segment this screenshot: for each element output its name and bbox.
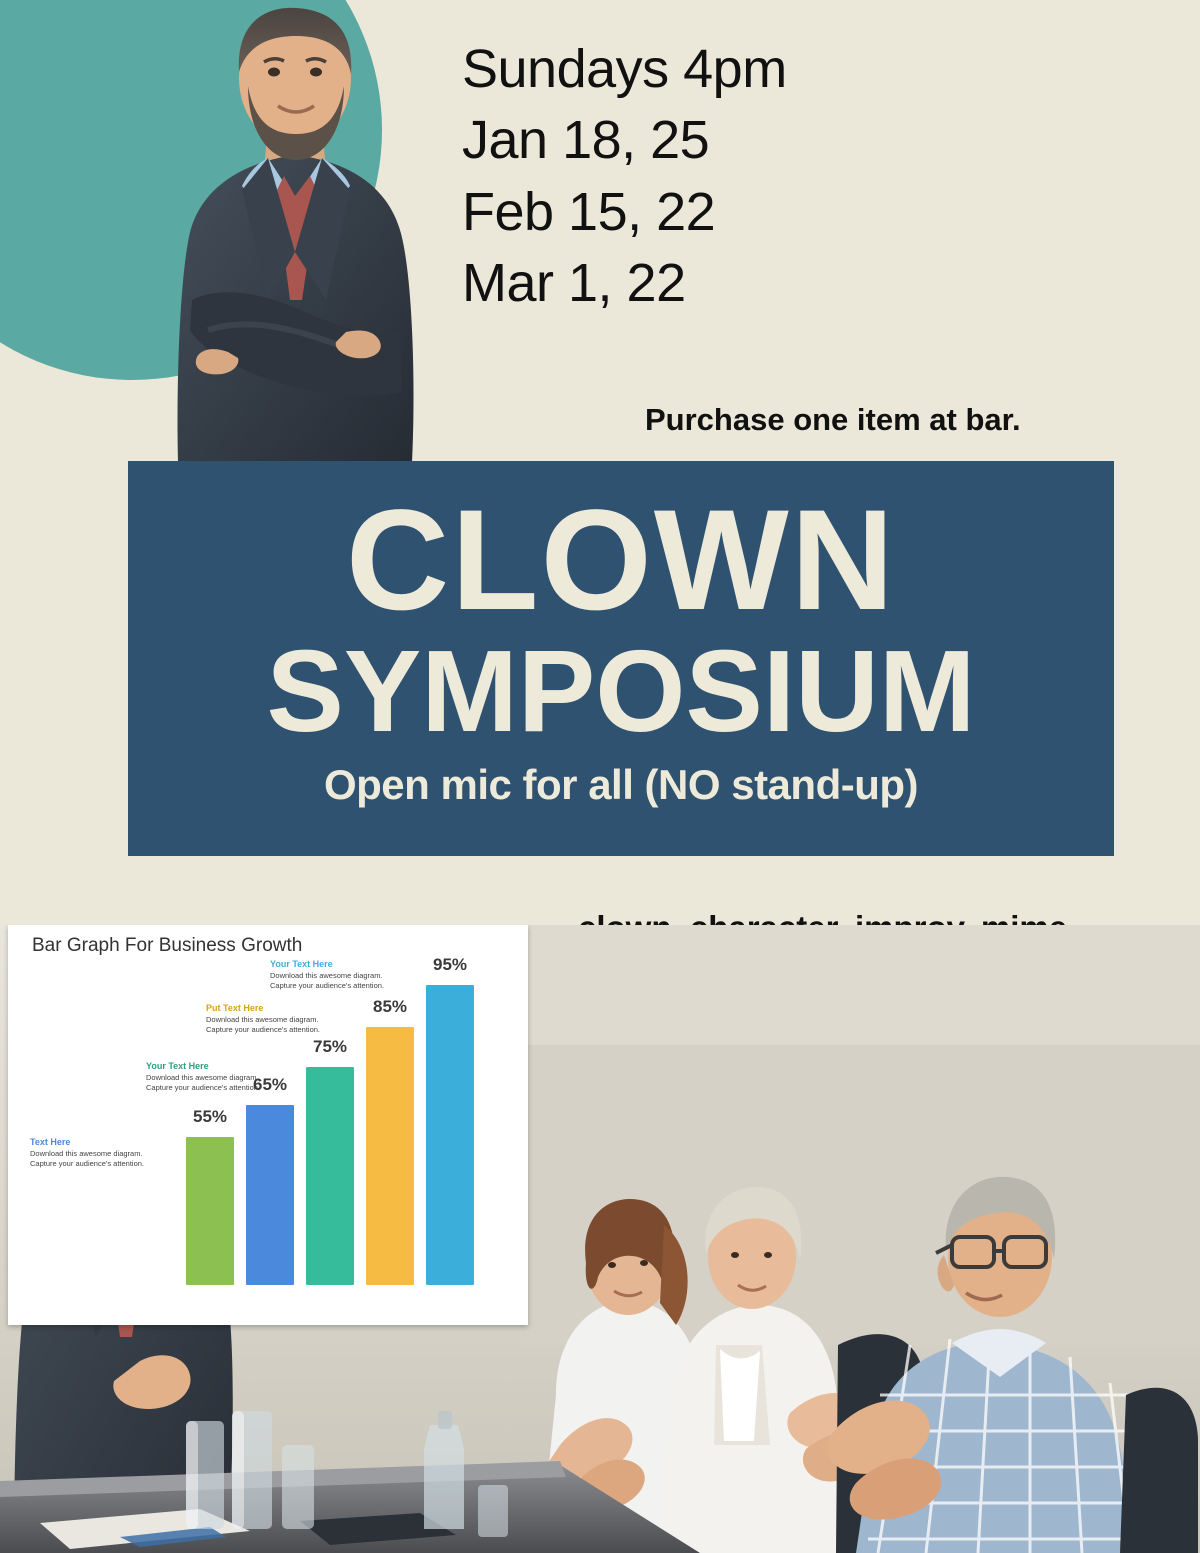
chart-legend-label-1: Put Text Here (206, 1003, 264, 1013)
chart-bar-value-0: 55% (192, 1107, 228, 1126)
chart-bar-3 (366, 997, 414, 1285)
purchase-note: Purchase one item at bar. (645, 402, 1021, 437)
chart-bars (178, 955, 508, 1285)
chart-bar-0 (186, 1107, 234, 1285)
chart-bar-value-2: 75% (312, 1037, 348, 1056)
chart-legend-body-1: Download this awesome diagram. Capture your audience's attention. (206, 1015, 321, 1034)
title-subtitle: Open mic for all (NO stand-up) (323, 761, 919, 808)
chart-legend-body-2: Download this awesome diagram. Capture your audience's attention. (146, 1073, 261, 1092)
chart-legend-body-0: Download this awesome diagram. Capture your audience's attention. (270, 971, 385, 990)
chart-legend-label-3: Text Here (30, 1137, 71, 1147)
chart-slide (8, 925, 528, 1325)
title-line-one: CLOWN (345, 481, 897, 640)
chart-bar-2 (306, 1037, 354, 1285)
chart-bar-value-4: 95% (432, 955, 468, 974)
chart-bar-value-1: 65% (252, 1075, 288, 1094)
schedule-dates (462, 34, 1022, 319)
bottom-scene-photo (0, 925, 1200, 1553)
chart-title: Bar Graph For Business Growth (32, 935, 303, 956)
schedule-date-3: Mar 1, 22 (462, 252, 686, 313)
schedule-date-2: Feb 15, 22 (462, 181, 716, 242)
chart-bar-1 (246, 1075, 294, 1285)
chart-bar-value-3: 85% (372, 997, 408, 1016)
chart-legend-label-2: Your Text Here (146, 1061, 209, 1071)
schedule-date-1: Jan 18, 25 (462, 110, 710, 171)
chart-legend-body-3: Download this awesome diagram. Capture your audience's attention. (30, 1149, 145, 1168)
chart-legend-item-3 (30, 1137, 150, 1168)
schedule-time: Sundays 4pm (462, 39, 787, 99)
presenter-top-photo (150, 0, 440, 470)
chart-legend-label-0: Your Text Here (270, 959, 333, 969)
chart-bar-4 (426, 955, 474, 1285)
title-panel (128, 461, 1114, 856)
title-line-two: SYMPOSIUM (266, 626, 976, 756)
